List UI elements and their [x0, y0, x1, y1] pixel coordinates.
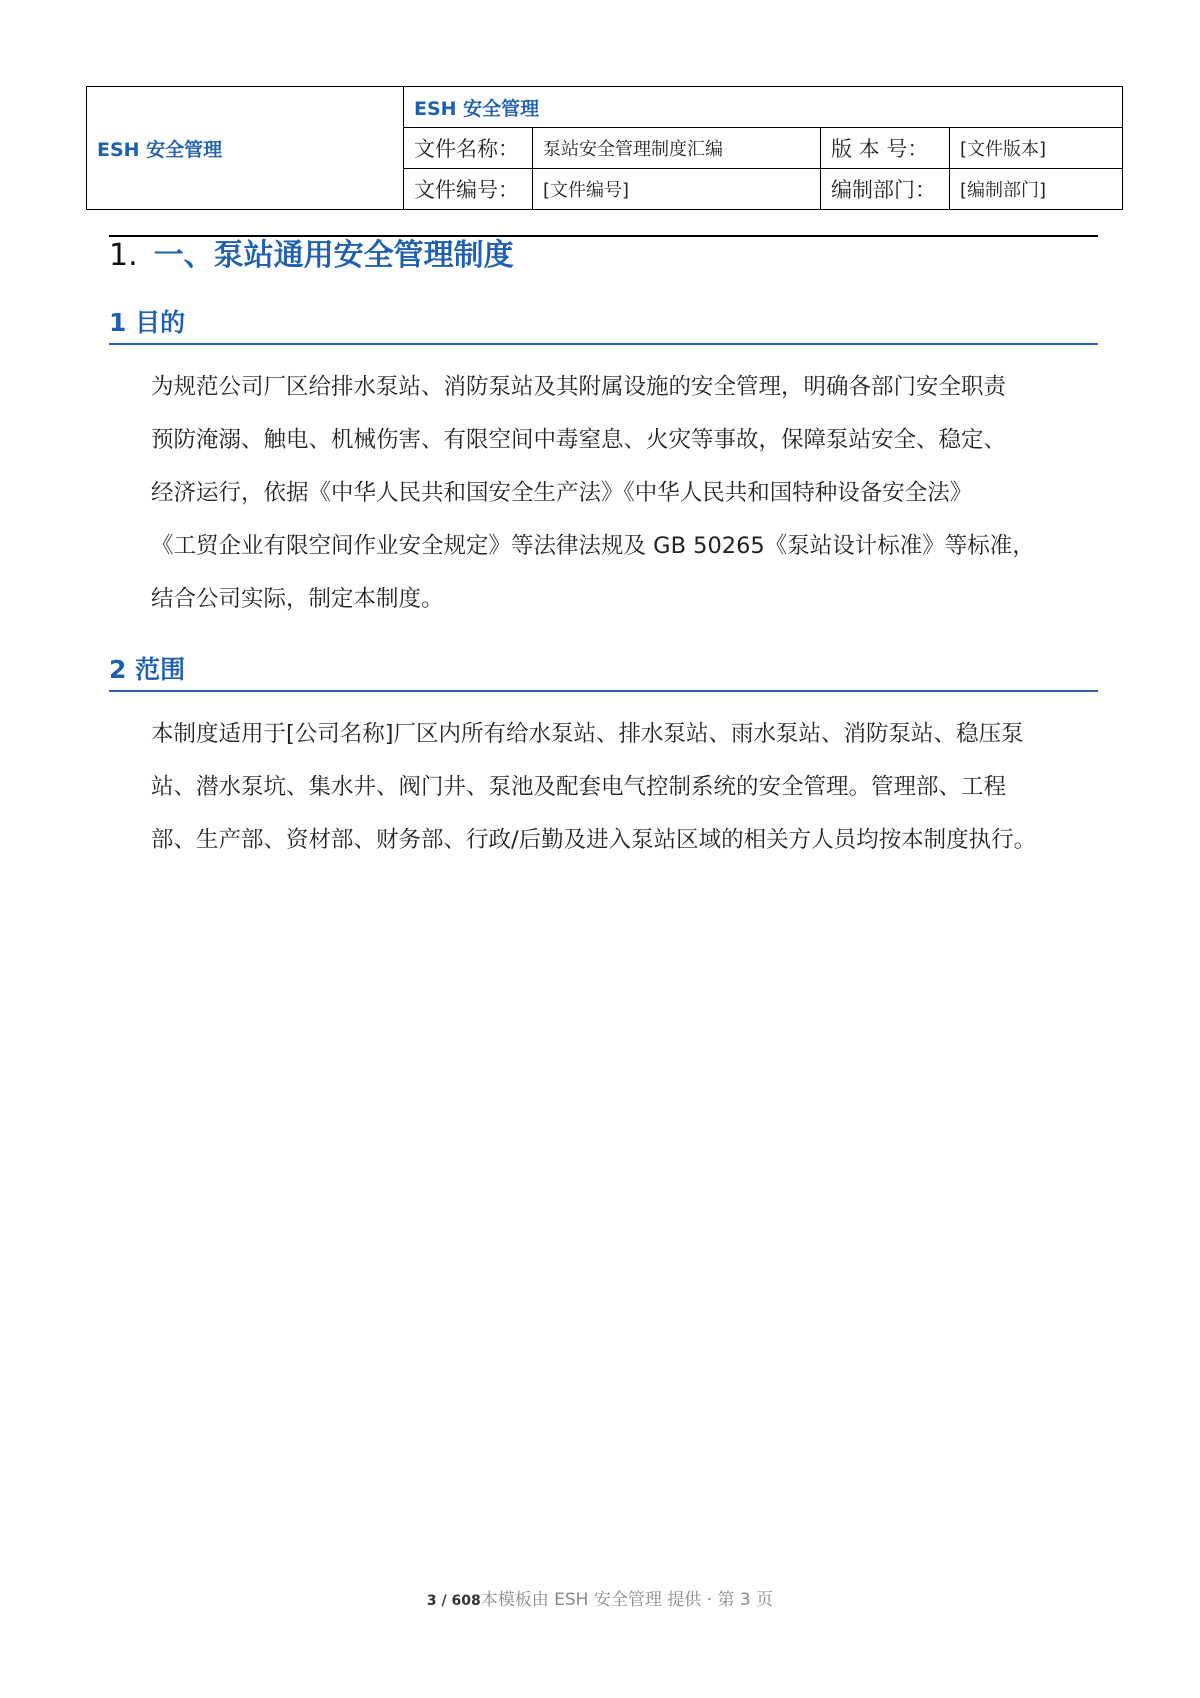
department-label: 编制部门：: [821, 169, 950, 210]
header-top-title: ESH 安全管理: [404, 87, 1123, 128]
page-footer: [0, 1585, 1200, 1610]
section-paragraph-purpose: [151, 361, 1121, 626]
version-label: 版 本 号：: [821, 128, 950, 169]
paragraph-line: 经济运行，依据《中华人民共和国安全生产法》《中华人民共和国特种设备安全法》: [151, 480, 973, 506]
chapter-title: 一、泵站通用安全管理制度: [153, 238, 514, 273]
paragraph-line: 结合公司实际，制定本制度。: [151, 586, 444, 612]
paragraph-line: 部、生产部、资材部、财务部、行政/后勤及进入泵站区域的相关方人员均按本制度执行。: [151, 827, 1037, 853]
chapter-number: 1.: [109, 238, 138, 273]
file-name-label: 文件名称：: [404, 128, 533, 169]
chapter-heading: [109, 236, 514, 276]
file-number-value: [文件编号]: [533, 169, 821, 210]
document-header-table: [86, 86, 1123, 210]
paragraph-line: 《工贸企业有限空间作业安全规定》等法律法规及 GB 50265《泵站设计标准》等标准，: [151, 533, 1035, 559]
paragraph-line: 预防淹溺、触电、机械伤害、有限空间中毒窒息、火灾等事故，保障泵站安全、稳定、: [151, 427, 1007, 453]
file-name-value: 泵站安全管理制度汇编: [533, 128, 821, 169]
section-heading-purpose: 1 目的: [109, 305, 1098, 345]
file-number-label: 文件编号：: [404, 169, 533, 210]
paragraph-line: 站、潜水泵坑、集水井、阀门井、泵池及配套电气控制系统的安全管理。管理部、工程: [151, 774, 1007, 800]
paragraph-line: 本制度适用于[公司名称]厂区内所有给水泵站、排水泵站、雨水泵站、消防泵站、稳压泵: [151, 721, 1024, 747]
section-heading-scope: 2 范围: [109, 652, 1098, 692]
page-indicator: 3 / 608: [426, 1593, 481, 1609]
version-value: [文件版本]: [950, 128, 1123, 169]
footer-text: 本模板由 ESH 安全管理 提供 · 第 3 页: [480, 1590, 774, 1610]
department-value: [编制部门]: [950, 169, 1123, 210]
paragraph-line: 为规范公司厂区给排水泵站、消防泵站及其附属设施的安全管理，明确各部门安全职责: [151, 374, 1007, 400]
header-left-title: ESH 安全管理: [87, 87, 404, 210]
section-paragraph-scope: [151, 708, 1121, 867]
